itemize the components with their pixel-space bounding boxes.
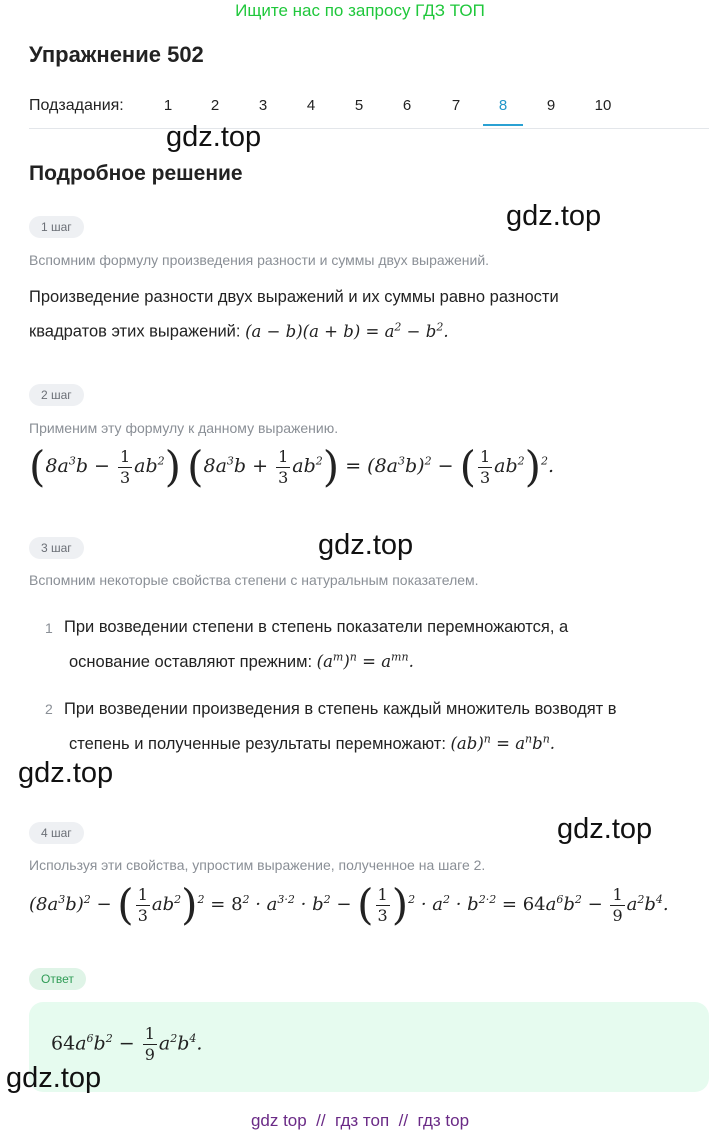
- formula: ($8a^3b$ − $\frac{1}{3}$ $ab^2$) ($8a^3b$ + $\frac{1}{3}$ $ab^2) = (8a^3b)^2$ − ( $\frac{1}{3}$ $ab^2)^2$.: [29, 442, 555, 491]
- step-badge: 1 шаг: [29, 216, 84, 238]
- subtasks-nav: [29, 94, 709, 129]
- subtask-tab-10[interactable]: 10: [594, 97, 612, 114]
- list-item: [64, 694, 704, 759]
- subtask-tab-7[interactable]: 7: [451, 97, 461, 114]
- formula: $(ab)^n = a^nb^n$.: [450, 732, 556, 753]
- step-hint: Применим эту формулу к данному выражению.: [29, 420, 339, 436]
- watermark: gdz.top: [506, 200, 602, 232]
- watermark: gdz.top: [166, 121, 262, 153]
- watermark: gdz.top: [18, 757, 114, 789]
- step-hint: Используя эти свойства, упростим выражение, полученное на шаге 2.: [29, 857, 486, 873]
- list-item-line: При возведении степени в степень показатели перемножаются, а: [64, 618, 569, 636]
- subtask-tab-6[interactable]: 6: [402, 97, 412, 114]
- step-badge: 2 шаг: [29, 384, 84, 406]
- list-item-line: основание оставляют прежним:: [69, 652, 313, 671]
- subtask-tab-8[interactable]: 8: [483, 97, 523, 114]
- list-item-line: При возведении произведения в степень каждый множитель возводят в: [64, 700, 617, 718]
- exercise-title: Упражнение 502: [29, 42, 204, 67]
- step-text: [29, 282, 559, 347]
- watermark: gdz.top: [557, 813, 653, 845]
- list-item: [64, 612, 704, 677]
- answer-formula: $64a^6b^2$ − $\frac{1}{9}$ $a^2b^4$.: [51, 1024, 203, 1064]
- watermark: gdz.top: [318, 529, 414, 561]
- step-badge: 4 шаг: [29, 822, 84, 844]
- list-item-line: степень и полученные результаты перемножают:: [69, 734, 446, 753]
- solution-heading: Подробное решение: [29, 162, 243, 185]
- watermark: gdz.top: [6, 1062, 102, 1094]
- step-badge: 3 шаг: [29, 537, 84, 559]
- step-text-line: квадратов этих выражений:: [29, 322, 241, 341]
- subtasks-label: Подзадания:: [29, 97, 124, 114]
- answer-box: [29, 1002, 709, 1092]
- list-item-number: 1: [45, 620, 53, 636]
- formula: $(a^m)^n = a^{mn}$.: [316, 650, 414, 671]
- formula: $(a - b)(a + b) = a^2 - b^2$.: [245, 320, 449, 341]
- subtask-tab-4[interactable]: 4: [306, 97, 316, 114]
- formula: $(8a^3b)^2$ − ( $\frac{1}{3}$ $ab^2)^2 = 8^2 \cdot a^{3\cdot 2} \cdot b^2$ − ( $\frac{1}{3}$ )$^2 \cdot a^2 \cdot b^{2\cdot 2} = 64a^6b^2$ − $\frac{1}{9}$ $a^2b^4$.: [29, 880, 669, 929]
- footer-links[interactable]: gdz top // гдз топ // гдз top: [250, 1111, 470, 1130]
- step-hint: Вспомним формулу произведения разности и суммы двух выражений.: [29, 252, 490, 268]
- subtask-tab-5[interactable]: 5: [354, 97, 364, 114]
- subtask-tab-9[interactable]: 9: [546, 97, 556, 114]
- exercise-card: [6, 24, 714, 1110]
- list-item-number: 2: [45, 701, 53, 717]
- answer-badge: Ответ: [29, 968, 86, 990]
- subtask-tab-3[interactable]: 3: [258, 97, 268, 114]
- step-text-line: Произведение разности двух выражений и их суммы равно разности: [29, 288, 559, 306]
- step-hint: Вспомним некоторые свойства степени с натуральным показателем.: [29, 572, 479, 588]
- subtask-tab-1[interactable]: 1: [163, 97, 173, 114]
- search-banner: Ищите нас по запросу ГДЗ ТОП: [235, 1, 485, 20]
- subtask-tab-2[interactable]: 2: [210, 97, 220, 114]
